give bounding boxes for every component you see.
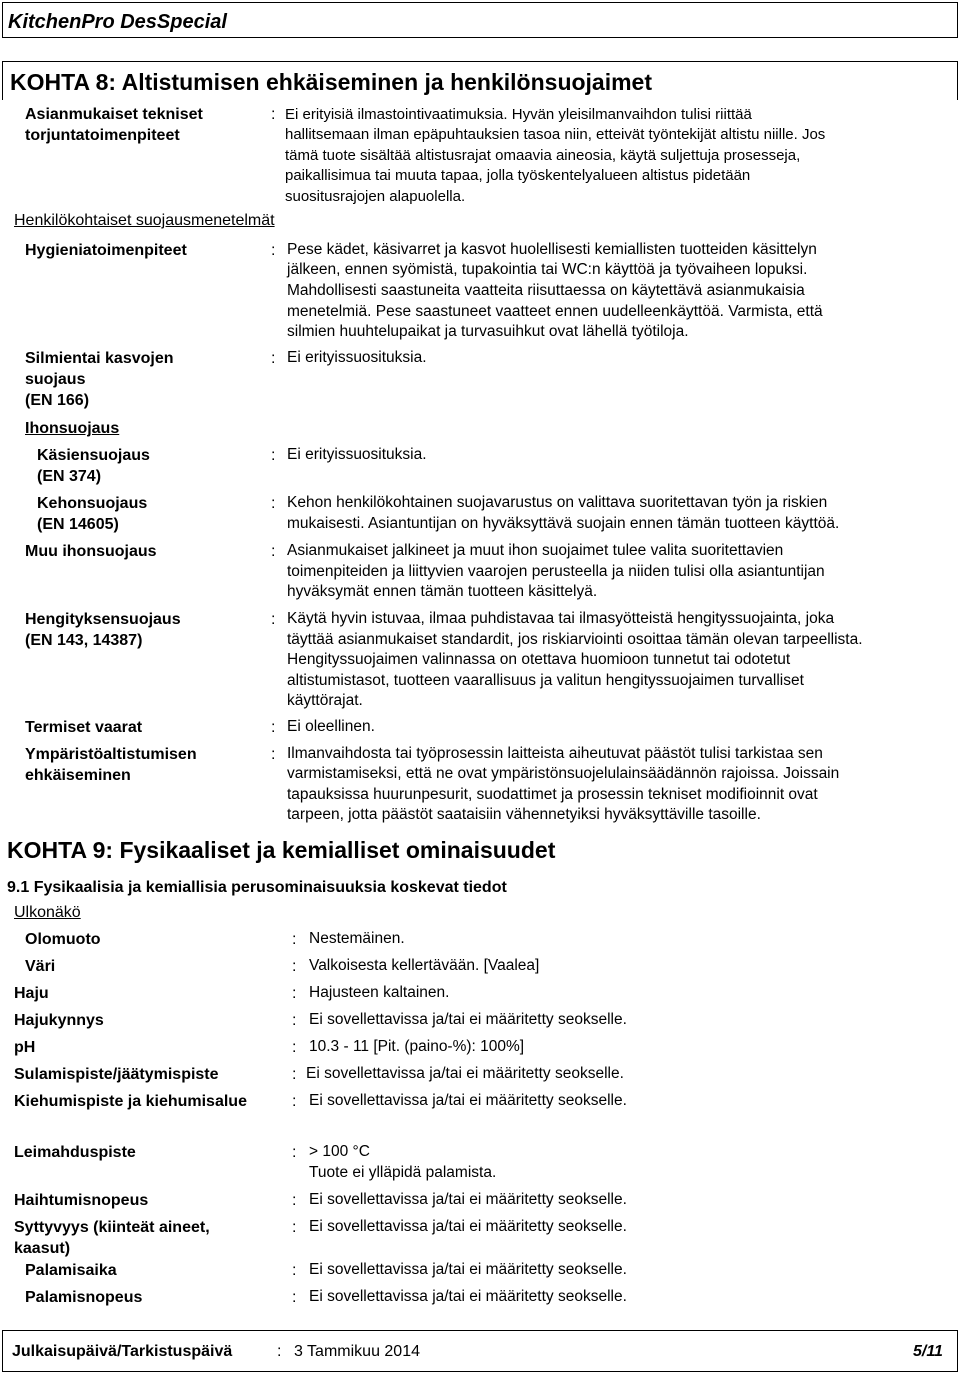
other-skin-protection-label: Muu ihonsuojaus — [25, 543, 157, 560]
body-protection-value-1: Kehon henkilökohtainen suojavarustus on valittava suoritettavan työn ja riskien — [287, 494, 828, 511]
flash-point-value-2: Tuote ei ylläpidä palamista. — [309, 1164, 497, 1181]
thermal-hazards-value: Ei oleellinen. — [287, 718, 375, 735]
colon: : — [292, 1262, 297, 1279]
burning-rate-value: Ei sovellettavissa ja/tai ei määritetty seokselle. — [309, 1288, 627, 1305]
tekniset-label-2: torjuntatoimenpiteet — [25, 127, 180, 144]
colon: : — [271, 495, 276, 512]
colon: : — [292, 1192, 297, 1209]
odor-label: Haju — [14, 985, 49, 1002]
colon: : — [292, 1289, 297, 1306]
boiling-point-label: Kiehumispiste ja kiehumisalue — [14, 1093, 247, 1110]
tekniset-value-1: Ei erityisiä ilmastointivaatimuksia. Hyvän yleisilmanvaihdon tulisi riittää — [285, 106, 752, 123]
evaporation-rate-label: Haihtumisnopeus — [14, 1192, 149, 1209]
physical-state-label: Olomuoto — [25, 931, 101, 948]
colon: : — [271, 242, 276, 259]
flash-point-value-1: > 100 °C — [309, 1143, 370, 1160]
body-protection-value-2: mukaisesti. Asiantuntijan on hyväksyttävä suojain ennen tämän tuotteen käyttöä. — [287, 515, 840, 532]
thermal-hazards-label: Termiset vaarat — [25, 719, 143, 736]
colon: : — [292, 1144, 297, 1161]
colon: : — [292, 985, 297, 1002]
colon: : — [271, 543, 276, 560]
hygiene-label: Hygieniatoimenpiteet — [25, 242, 187, 259]
ph-value: 10.3 - 11 [Pit. (paino-%): 100%] — [309, 1038, 525, 1055]
respiratory-protection-value-4: altistumistasot, tuotteen vaarallisuus ja valitun hengityssuojaimen turvalliset — [287, 672, 804, 689]
colon: : — [292, 958, 297, 975]
appearance-heading: Ulkonäkö — [14, 904, 81, 921]
tekniset-value-2: hallitsemaan ilman epäpuhtauksien tasoa niin, etteivät työntekijät altistu niille. Jos — [285, 126, 826, 143]
color-value: Valkoisesta kellertävään. [Vaalea] — [309, 957, 540, 974]
environmental-exposure-label-1: Ympäristöaltistumisen — [25, 746, 197, 763]
colon: : — [271, 719, 276, 736]
boiling-point-value: Ei sovellettavissa ja/tai ei määritetty seokselle. — [309, 1092, 627, 1109]
flash-point-label: Leimahduspiste — [14, 1144, 136, 1161]
respiratory-protection-value-5: käyttörajat. — [287, 692, 363, 709]
colon: : — [277, 1343, 282, 1360]
flammability-value: Ei sovellettavissa ja/tai ei määritetty seokselle. — [309, 1218, 627, 1235]
odor-threshold-value: Ei sovellettavissa ja/tai ei määritetty seokselle. — [309, 1011, 627, 1028]
skin-protection-heading: Ihonsuojaus — [25, 420, 120, 437]
eye-protection-label-3: (EN 166) — [25, 392, 90, 409]
hygiene-value-5: silmien huuhtelupaikat ja turvasuihkut ovat lähellä työtiloja. — [287, 323, 689, 340]
physical-state-value: Nestemäinen. — [309, 930, 405, 947]
evaporation-rate-value: Ei sovellettavissa ja/tai ei määritetty seokselle. — [309, 1191, 627, 1208]
page-number: 5/11 — [913, 1343, 943, 1360]
environmental-exposure-value-1: Ilmanvaihdosta tai työprosessin laitteista aiheutuvat päästöt tulisi tarkistaa sen — [287, 745, 823, 762]
other-skin-protection-value-2: toimenpiteiden ja liittyvien vaarojen perusteella ja niiden tulisi olla asiantuntijan — [287, 563, 825, 580]
odor-threshold-label: Hajukynnys — [14, 1012, 104, 1029]
respiratory-protection-label-2: (EN 143, 14387) — [25, 632, 143, 649]
melting-point-label: Sulamispiste/jäätymispiste — [14, 1066, 219, 1083]
section-8-header — [2, 61, 958, 100]
hand-protection-value: Ei erityissuosituksia. — [287, 446, 427, 463]
colon: : — [292, 1093, 297, 1110]
color-label: Väri — [25, 958, 56, 975]
respiratory-protection-label-1: Hengityksensuojaus — [25, 611, 181, 628]
colon: : — [292, 931, 297, 948]
product-title: KitchenPro DesSpecial — [8, 11, 227, 33]
colon: : — [271, 746, 276, 763]
colon: : — [292, 1219, 297, 1236]
respiratory-protection-value-3: Hengityssuojaimen valinnassa on otettava huomioon tunnetut tai odotetut — [287, 651, 791, 668]
section-8-title: KOHTA 8: Altistumisen ehkäiseminen ja henkilönsuojaimet — [10, 69, 653, 95]
colon: : — [271, 106, 276, 123]
colon: : — [271, 350, 276, 367]
environmental-exposure-value-4: tarpeen, jotta päästöt saataisiin vähennetyiksi hyväksyttäville tasoille. — [287, 806, 761, 823]
hand-protection-label-1: Käsiensuojaus — [37, 447, 150, 464]
burning-rate-label: Palamisnopeus — [25, 1289, 143, 1306]
burning-time-value: Ei sovellettavissa ja/tai ei määritetty seokselle. — [309, 1261, 627, 1278]
flammability-label-1: Syttyvyys (kiinteät aineet, — [14, 1219, 210, 1236]
tekniset-value-3: tämä tuote sisältää altistusrajat omaavia aineosia, käytä suljettuja prosesseja, — [285, 147, 801, 164]
section-9-title: KOHTA 9: Fysikaaliset ja kemialliset ominaisuudet — [7, 837, 556, 863]
burning-time-label: Palamisaika — [25, 1262, 117, 1279]
hygiene-value-1: Pese kädet, käsivarret ja kasvot huolellisesti kemiallisten tuotteiden käsittelyn — [287, 241, 817, 258]
eye-protection-value: Ei erityissuosituksia. — [287, 349, 427, 366]
other-skin-protection-value-3: hyväksymät ennen tämän tuotteen käsittelyä. — [287, 583, 598, 600]
respiratory-protection-value-2: täyttää asianmukaiset standardit, jos riskiarviointi osoittaa tämän olevan tarpeellista. — [287, 631, 863, 648]
body-protection-label-1: Kehonsuojaus — [37, 495, 148, 512]
other-skin-protection-value-1: Asianmukaiset jalkineet ja muut ihon suojaimet tulee valita suoritettavien — [287, 542, 784, 559]
footer-date-value: 3 Tammikuu 2014 — [294, 1343, 420, 1360]
hygiene-value-4: menetelmiä. Pese saastuneet vaatteet ennen uudelleenkäyttöä. Varmista, että — [287, 303, 823, 320]
tekniset-value-5: suositusrajojen alapuolella. — [285, 188, 466, 205]
eye-protection-label-1: Silmientai kasvojen — [25, 350, 174, 367]
colon: : — [292, 1039, 297, 1056]
hand-protection-label-2: (EN 374) — [37, 468, 102, 485]
document-header — [2, 2, 958, 38]
body-protection-label-2: (EN 14605) — [37, 516, 119, 533]
ph-label: pH — [14, 1039, 36, 1056]
respiratory-protection-value-1: Käytä hyvin istuvaa, ilmaa puhdistavaa tai ilmasyötteistä hengityssuojainta, joka — [287, 610, 835, 627]
footer — [2, 1330, 958, 1372]
flammability-label-2: kaasut) — [14, 1240, 71, 1257]
footer-date-label: Julkaisupäivä/Tarkistuspäivä — [12, 1343, 233, 1360]
colon: : — [271, 611, 276, 628]
environmental-exposure-value-3: tapauksissa huurunpesurit, suodattimet ja prosessin tekniset modifioinnit ovat — [287, 786, 818, 803]
colon: : — [292, 1012, 297, 1029]
odor-value: Hajusteen kaltainen. — [309, 984, 450, 1001]
eye-protection-label-2: suojaus — [25, 371, 86, 388]
personal-protection-heading: Henkilökohtaiset suojausmenetelmät — [14, 212, 275, 229]
tekniset-label-1: Asianmukaiset tekniset — [25, 106, 203, 123]
tekniset-value-4: paikallisimua tai muuta tapaa, jolla työskentelyalueen altistus pidetään — [285, 167, 751, 184]
environmental-exposure-label-2: ehkäiseminen — [25, 767, 131, 784]
environmental-exposure-value-2: varmistamiseksi, että ne ovat ympäristönsuojelulainsäädännön rajoissa. Joissain — [287, 765, 840, 782]
colon: : — [292, 1066, 297, 1083]
melting-point-value: Ei sovellettavissa ja/tai ei määritetty seokselle. — [306, 1065, 624, 1082]
colon: : — [271, 447, 276, 464]
section-9-1-heading: 9.1 Fysikaalisia ja kemiallisia perusominaisuuksia koskevat tiedot — [7, 879, 507, 896]
hygiene-value-3: Mahdollisesti saastuneita vaatteita riisuttaessa on käytettävä asianmukaisia — [287, 282, 805, 299]
hygiene-value-2: jälkeen, ennen syömistä, tupakointia tai WC:n käyttöä ja työvaiheen lopuksi. — [287, 261, 808, 278]
